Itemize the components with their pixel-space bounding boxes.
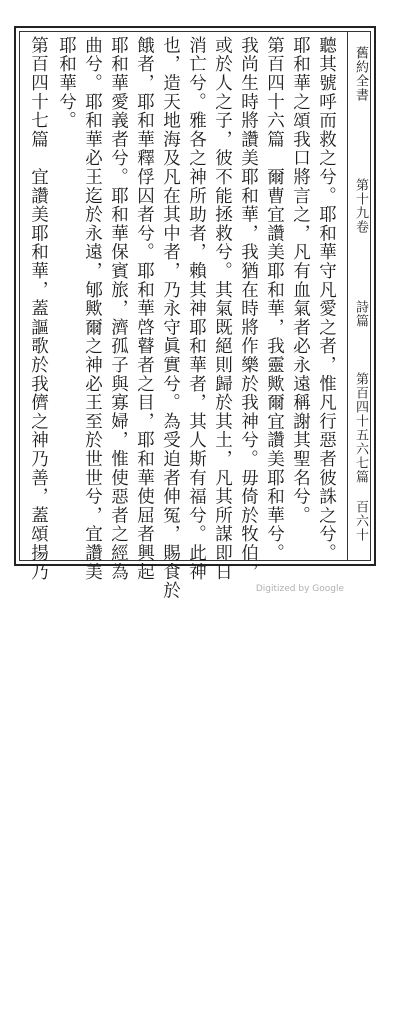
- text-column: 第百四十七篇 宜讚美耶和華，蓋謳歌於我儕之神乃善，蓋頌揚乃: [28, 36, 49, 582]
- header-column-divider: [347, 31, 348, 561]
- text-column: 餓者，耶和華釋俘囚者兮。耶和華啓瞽者之目，耶和華使屈者興起: [134, 36, 155, 582]
- text-column: 我尚生時將讚美耶和華，我猶在時將作樂於我神兮。毋倚於牧伯，: [238, 36, 259, 582]
- chapter-range-label: 第百四十五六七篇: [353, 372, 368, 484]
- text-column: 也，造天地海及凡在其中者，乃永守眞實兮。為受迫者伸冤，賜食於: [160, 36, 181, 600]
- section-label: 詩篇: [353, 300, 368, 328]
- text-column: 消亡兮。雅各之神所助者，賴其神耶和華者，其人斯有福兮。此神: [186, 36, 207, 582]
- digitization-watermark: Digitized by Google: [255, 584, 344, 594]
- text-column: 或於人之子，彼不能拯救兮。其氣既絕則歸於其土，凡其所謀即日: [212, 36, 233, 582]
- page-number: 百六十: [353, 500, 368, 542]
- text-column: 耶和華之頌我口將言之，凡有血氣者必永遠稱謝其聖名兮。: [290, 36, 311, 525]
- text-column: 第百四十六篇 爾曹宜讚美耶和華，我靈歟爾宜讚美耶和華兮。: [264, 36, 285, 563]
- book-title: 舊約全書: [353, 46, 368, 102]
- text-column: 耶和華兮。: [56, 36, 77, 130]
- volume-label: 第十九卷: [353, 178, 368, 234]
- text-column: 曲兮。耶和華必王迄於永遠，郇歟爾之神必王至於世世兮，宜讚美: [82, 36, 103, 582]
- text-column: 聽其號呼而救之兮。耶和華守凡愛之者，惟凡行惡者彼誅之兮。: [316, 36, 337, 563]
- text-column: 耶和華愛義者兮。耶和華保賓旅，濟孤子與寡婦，惟使惡者之經為: [108, 36, 129, 582]
